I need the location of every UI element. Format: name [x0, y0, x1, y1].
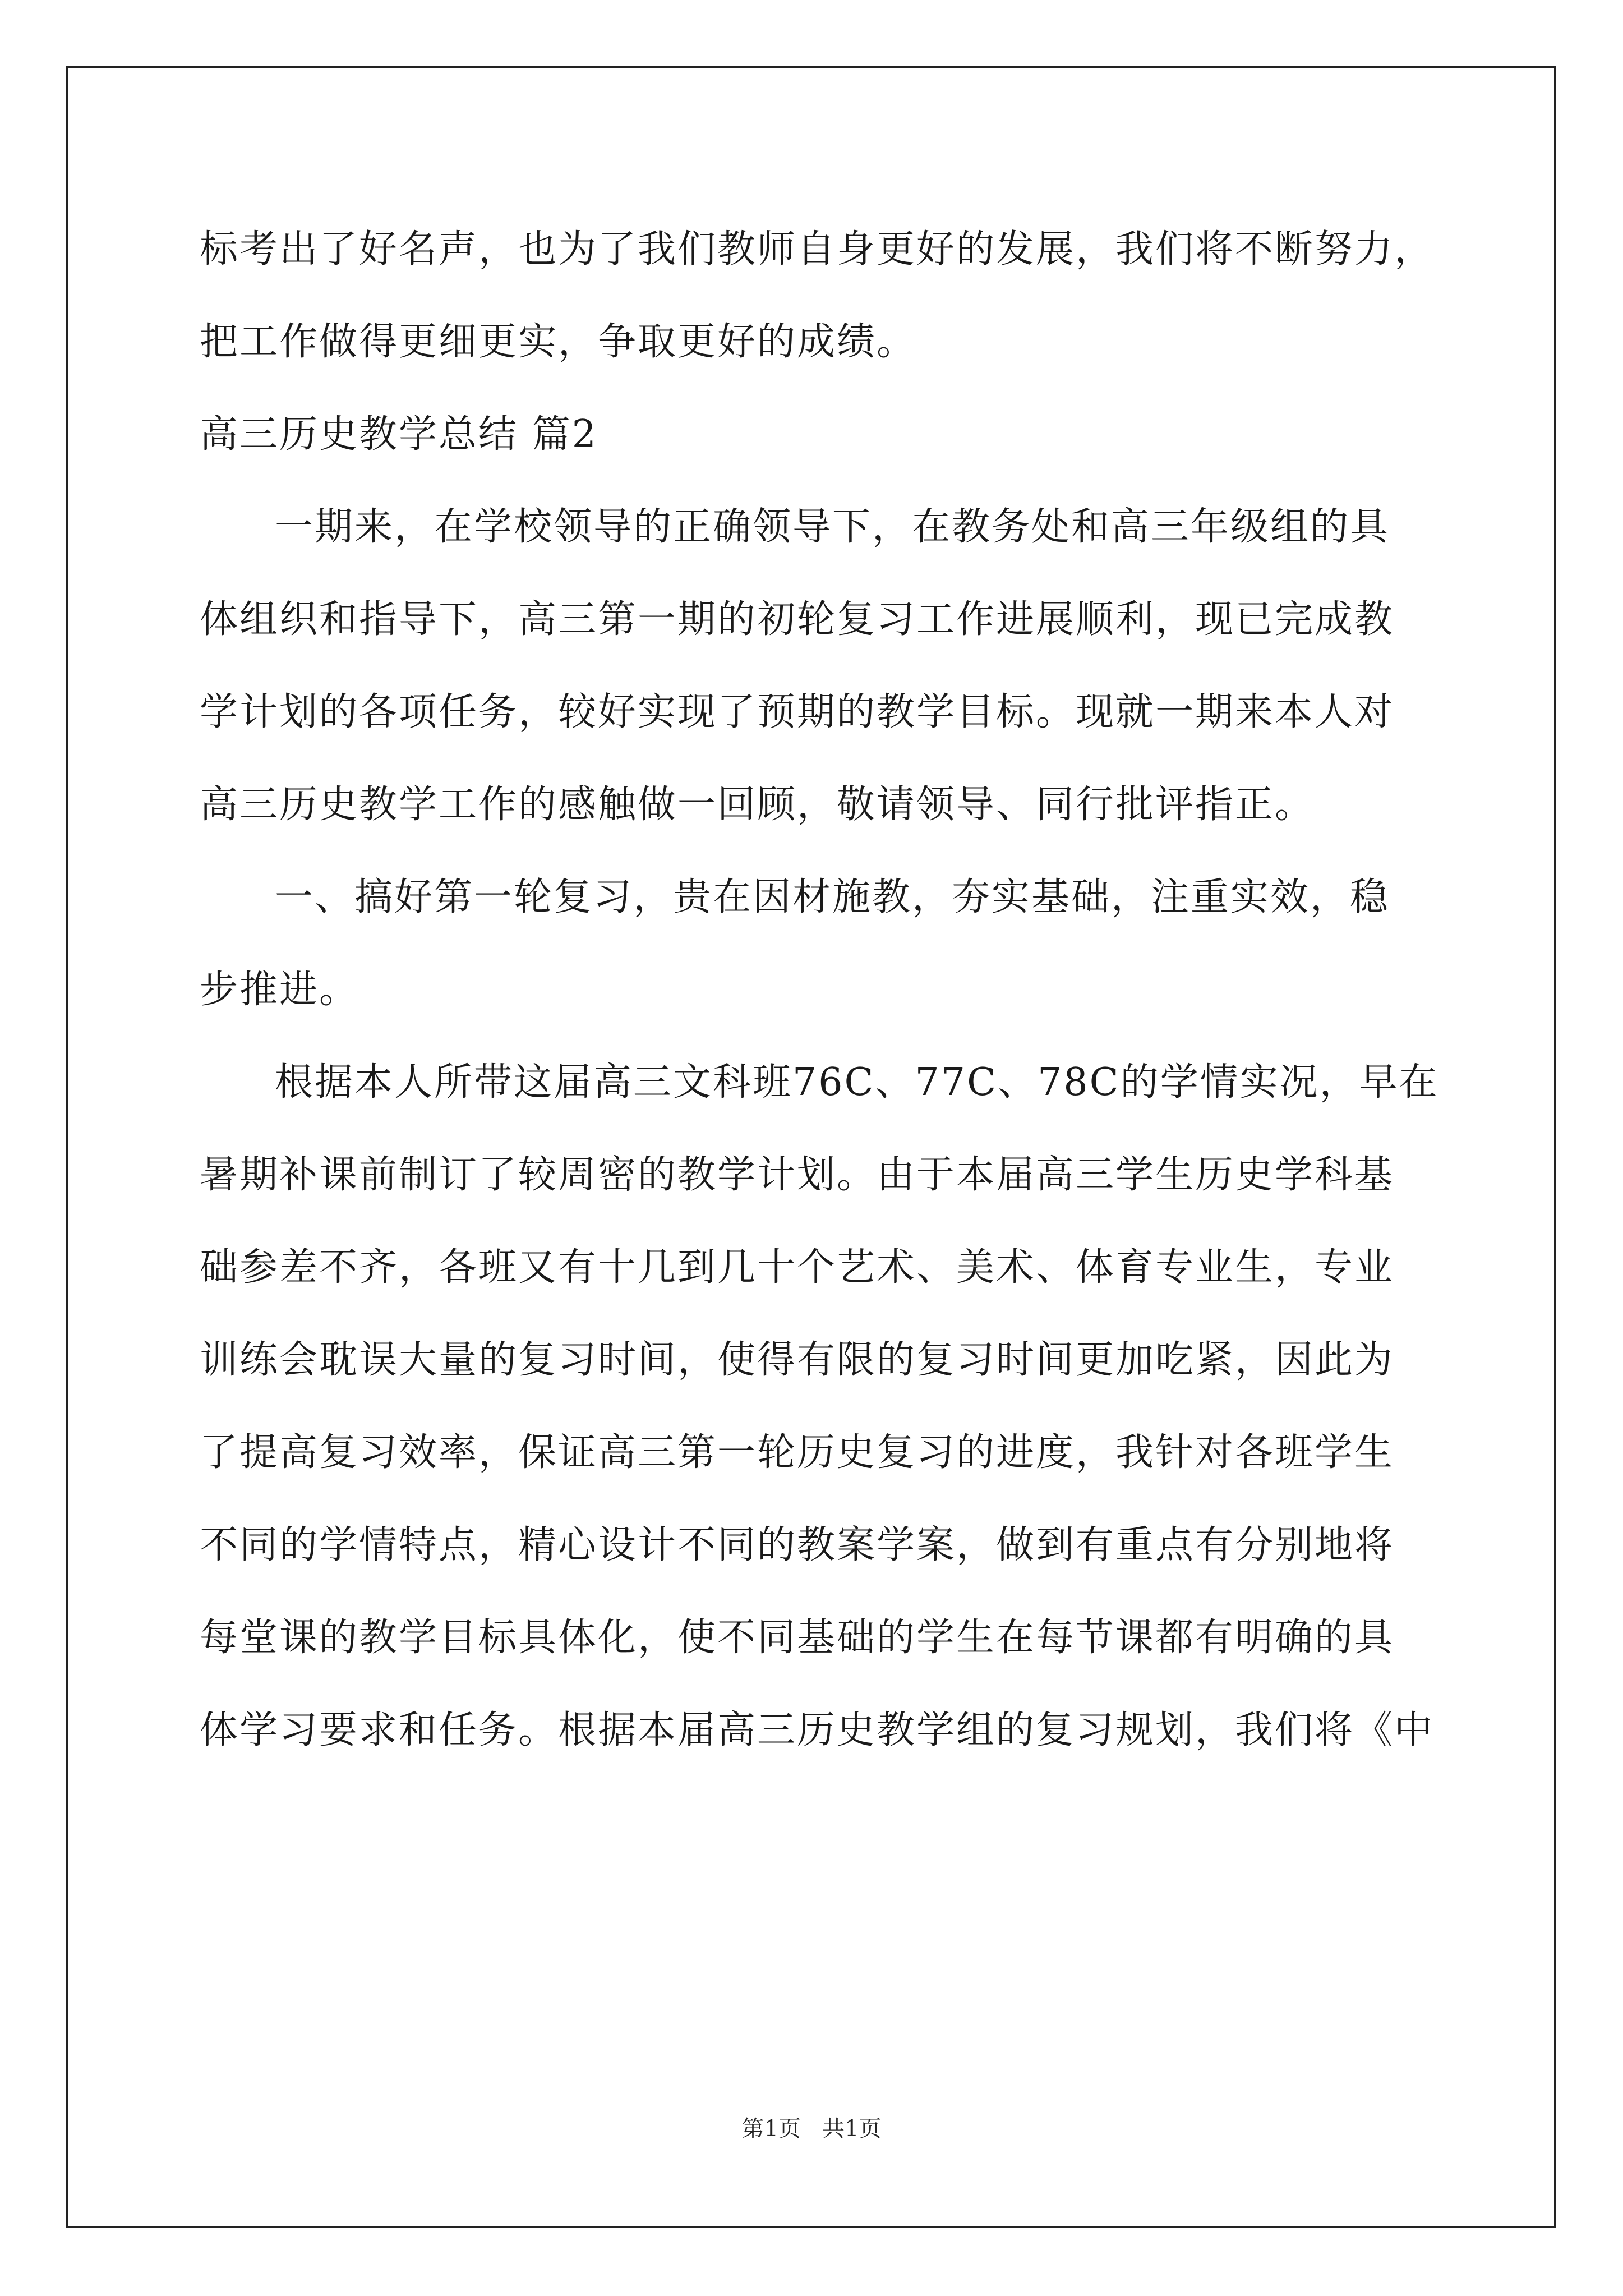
section-heading: 高三历史教学总结 篇2 — [200, 412, 598, 457]
text-line: 一期来，在学校领导的正确领导下，在教务处和高三年级组的具 — [275, 505, 1390, 549]
text-line: 把工作做得更细更实，争取更好的成绩。 — [200, 320, 917, 364]
text-line: 每堂课的教学目标具体化，使不同基础的学生在每节课都有明确的具 — [200, 1616, 1395, 1660]
text-line: 础参差不齐，各班又有十几到几十个艺术、美术、体育专业生，专业 — [200, 1245, 1395, 1290]
text-line: 根据本人所带这届高三文科班76C、77C、78C的学情实况，早在 — [275, 1060, 1439, 1105]
text-line: 了提高复习效率，保证高三第一轮历史复习的进度，我针对各班学生 — [200, 1430, 1395, 1475]
text-line: 标考出了好名声，也为了我们教师自身更好的发展，我们将不断努力， — [200, 227, 1435, 272]
text-line: 高三历史教学工作的感触做一回顾，敬请领导、同行批评指正。 — [200, 783, 1315, 827]
text-line: 暑期补课前制订了较周密的教学计划。由于本届高三学生历史学科基 — [200, 1153, 1395, 1197]
text-line: 学计划的各项任务，较好实现了预期的教学目标。现就一期来本人对 — [200, 690, 1395, 734]
text-line: 一、搞好第一轮复习，贵在因材施教，夯实基础，注重实效，稳 — [275, 875, 1390, 919]
text-line: 不同的学情特点，精心设计不同的教案学案，做到有重点有分别地将 — [200, 1523, 1395, 1567]
text-line: 步推进。 — [200, 968, 359, 1012]
text-line: 体组织和指导下，高三第一期的初轮复习工作进展顺利，现已完成教 — [200, 597, 1395, 642]
page-border — [66, 66, 1556, 2228]
text-line: 训练会耽误大量的复习时间，使得有限的复习时间更加吃紧，因此为 — [200, 1338, 1395, 1382]
text-line: 体学习要求和任务。根据本届高三历史教学组的复习规划，我们将《中 — [200, 1708, 1435, 1752]
page-footer: 第1页 共1页 — [741, 2116, 882, 2142]
